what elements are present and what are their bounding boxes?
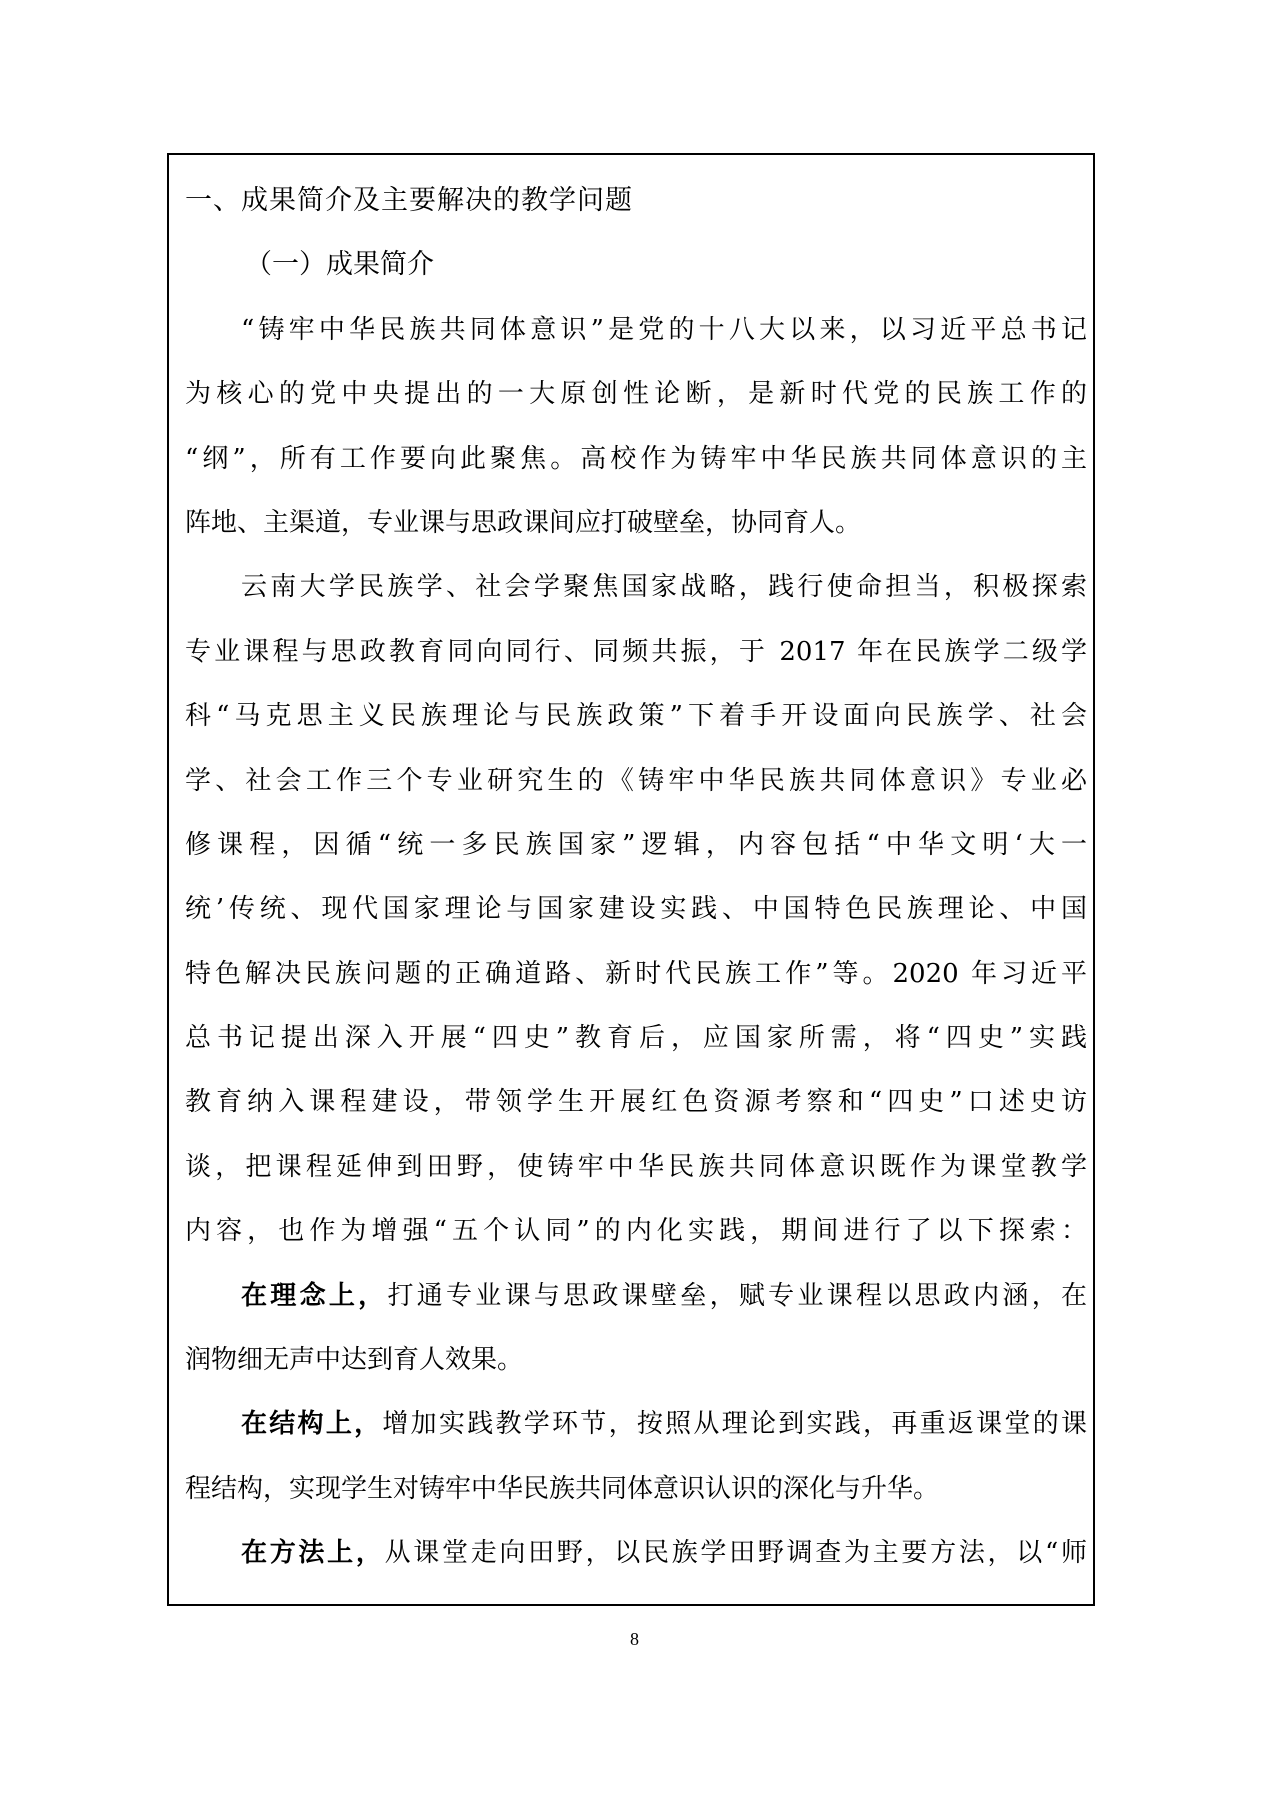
paragraph-line: 内容，也作为增强“五个认同”的内化实践，期间进行了以下探索：	[185, 1216, 1087, 1247]
paragraph-line: “铸牢中华民族共同体意识”是党的十八大以来，以习近平总书记	[241, 314, 1087, 345]
paragraph-line: 谈，把课程延伸到田野，使铸牢中华民族共同体意识既作为课堂教学	[185, 1151, 1087, 1182]
section-heading: 一、成果简介及主要解决的教学问题	[185, 185, 633, 216]
paragraph-structure	[185, 1392, 1087, 1521]
paragraph-lead: 在结构上，	[241, 1409, 383, 1440]
subsection-heading: （一）成果简介	[245, 249, 434, 281]
paragraph-line: 修课程，因循“统一多民族国家”逻辑，内容包括“中华文明‘大一	[185, 829, 1087, 860]
paragraph-text: 增加实践教学环节，按照从理论到实践，再重返课堂的课	[382, 1409, 1087, 1440]
content-table-cell	[167, 153, 1095, 1606]
paragraph-course	[185, 555, 1087, 1263]
paragraph-lead: 在方法上，	[241, 1538, 385, 1569]
paragraph-line	[185, 1392, 1087, 1456]
paragraph-line: 润物细无声中达到育人效果。	[185, 1345, 524, 1376]
paragraph-method	[185, 1521, 1087, 1585]
paragraph-concept	[185, 1264, 1087, 1393]
paragraph-text: 从课堂走向田野，以民族学田野调查为主要方法，以“师	[384, 1538, 1087, 1569]
paragraph-line: 云南大学民族学、社会学聚焦国家战略，践行使命担当，积极探索	[241, 572, 1087, 603]
paragraph-line: 教育纳入课程建设，带领学生开展红色资源考察和“四史”口述史访	[185, 1087, 1087, 1118]
paragraph-line: 总书记提出深入开展“四史”教育后，应国家所需，将“四史”实践	[185, 1023, 1087, 1054]
paragraph-line	[185, 1521, 1087, 1585]
paragraph-line: 阵地、主渠道，专业课与思政课间应打破壁垒，协同育人。	[185, 507, 862, 538]
document-body	[185, 169, 1087, 1586]
paragraph-line	[185, 1264, 1087, 1328]
paragraph-line: 统’传统、现代国家理论与国家建设实践、中国特色民族理论、中国	[185, 894, 1087, 925]
paragraph-line: 特色解决民族问题的正确道路、新时代民族工作”等。2020 年习近平	[185, 958, 1087, 989]
page-number: 8	[630, 1629, 639, 1649]
paragraph-text: 打通专业课与思政课壁垒，赋专业课程以思政内涵，在	[387, 1280, 1087, 1311]
paragraph-line: 程结构，实现学生对铸牢中华民族共同体意识认识的深化与升华。	[185, 1473, 940, 1504]
paragraph-lead: 在理念上，	[241, 1280, 388, 1311]
paragraph-line: 专业课程与思政教育同向同行、同频共振，于 2017 年在民族学二级学	[185, 636, 1087, 667]
paragraph-intro	[185, 298, 1087, 556]
paragraph-line: 科“马克思主义民族理论与民族政策”下着手开设面向民族学、社会	[185, 701, 1087, 732]
paragraph-line: 学、社会工作三个专业研究生的《铸牢中华民族共同体意识》专业必	[185, 765, 1087, 796]
paragraph-line: 为核心的党中央提出的一大原创性论断，是新时代党的民族工作的	[185, 379, 1087, 410]
paragraph-line: “纲”，所有工作要向此聚焦。高校作为铸牢中华民族共同体意识的主	[185, 443, 1087, 474]
